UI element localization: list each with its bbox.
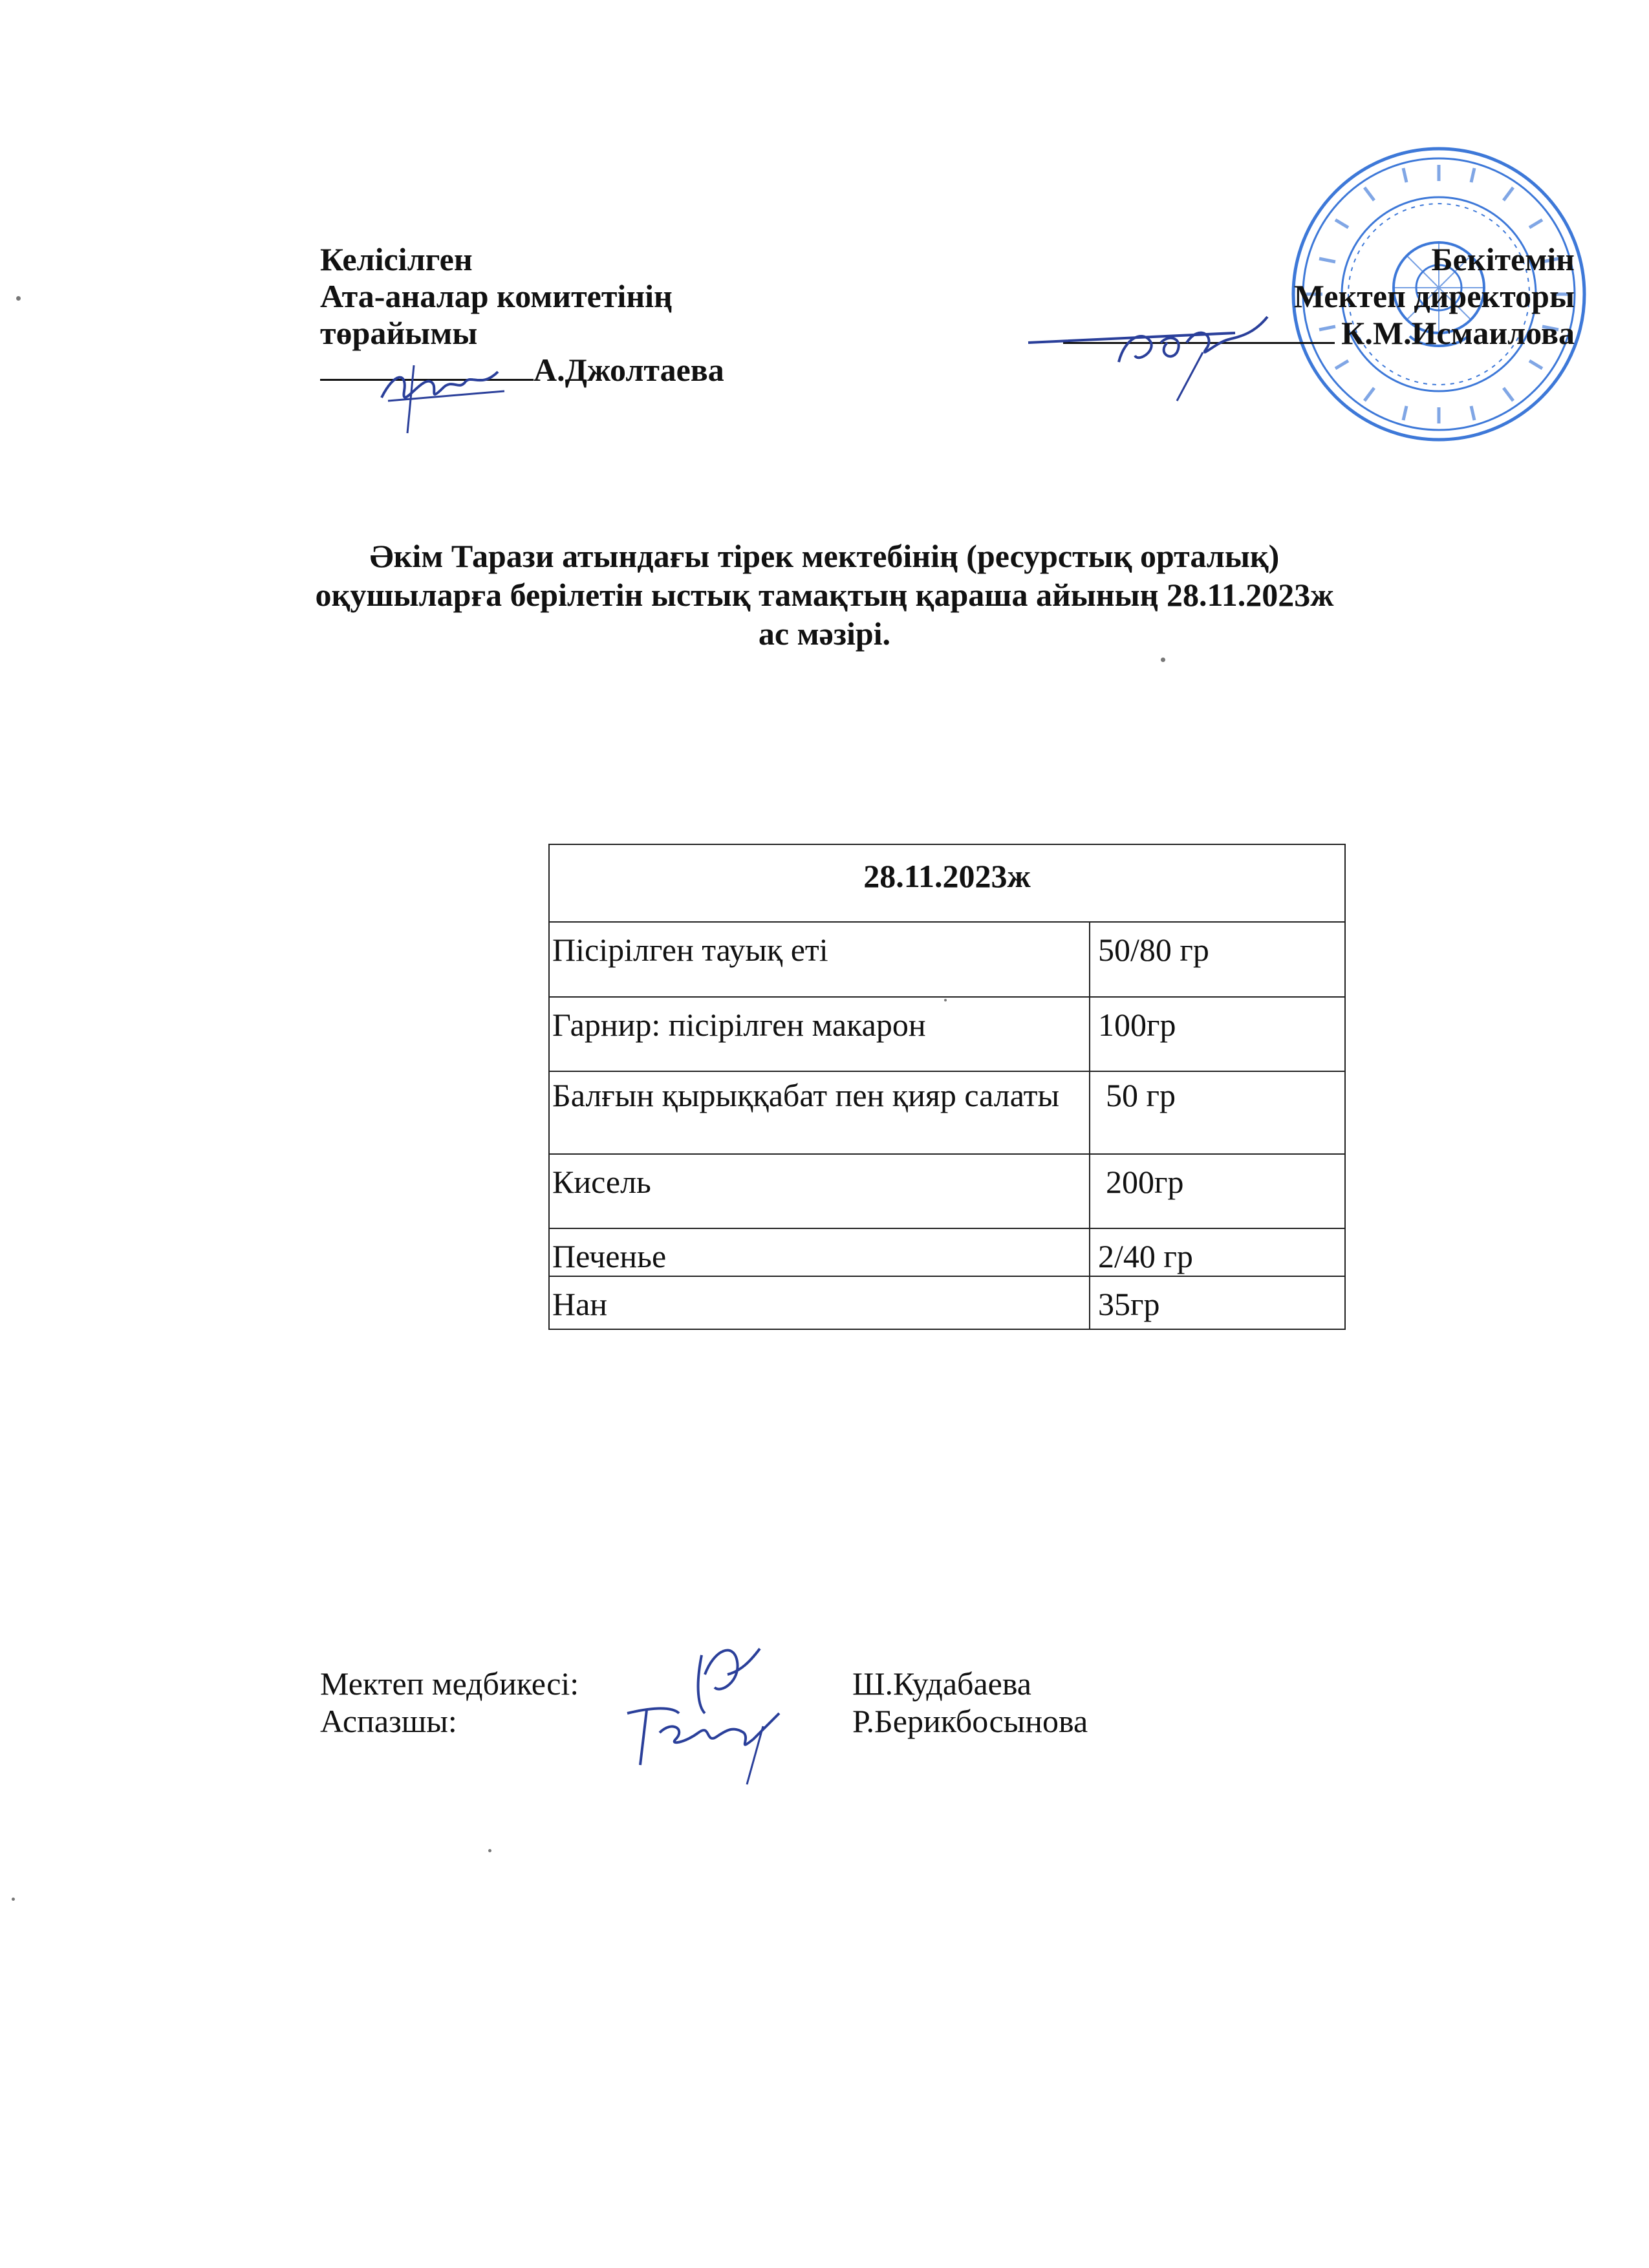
dish-name: Нан	[549, 1276, 1090, 1329]
dish-quantity: 200гр	[1090, 1154, 1345, 1228]
table-row	[549, 1276, 1345, 1329]
approval-right-name: К.М.Исмаилова	[1341, 315, 1575, 351]
approval-left-name: А.Джолтаева	[534, 352, 724, 388]
dish-name: Балғын қырыққабат пен қияр салаты	[549, 1071, 1090, 1154]
title-line2: оқушыларға берілетін ыстық тамақтың қараша айының 28.11.2023ж	[315, 577, 1334, 613]
dish-quantity: 50/80 гр	[1090, 922, 1345, 997]
table-row	[549, 1228, 1345, 1276]
dish-name: Пісірілген тауық еті	[549, 922, 1090, 997]
nurse-name: Ш.Кудабаева	[852, 1665, 1031, 1702]
dish-name: Печенье	[549, 1228, 1090, 1276]
approval-right-line1: Бекітемін	[1431, 241, 1575, 277]
table-row	[549, 1154, 1345, 1228]
scan-speck	[12, 1898, 15, 1901]
table-row	[549, 997, 1345, 1071]
approval-left-line1: Келісілген	[320, 241, 473, 277]
document-title	[194, 537, 1455, 653]
menu-table	[548, 844, 1346, 1330]
parent-committee-signature	[369, 352, 511, 436]
dish-quantity: 100гр	[1090, 997, 1345, 1071]
scan-speck	[1161, 658, 1165, 662]
cook-signature	[614, 1694, 789, 1791]
table-row	[549, 922, 1345, 997]
approval-left-line2: Ата-аналар комитетінің	[320, 278, 673, 314]
scan-speck	[944, 999, 947, 1001]
dish-quantity: 2/40 гр	[1090, 1228, 1345, 1276]
approval-left-line3: төрайымы	[320, 315, 478, 351]
dish-name: Гарнир: пісірілген макарон	[549, 997, 1090, 1071]
table-header-row	[549, 844, 1345, 922]
scan-speck	[488, 1849, 491, 1852]
cook-name: Р.Берикбосынова	[852, 1703, 1088, 1739]
nurse-role: Мектеп медбикесі:	[320, 1665, 579, 1702]
approval-right-line2: Мектеп директоры	[1293, 278, 1575, 314]
dish-name: Кисель	[549, 1154, 1090, 1228]
title-line3: ас мәзірі.	[758, 615, 891, 652]
title-line1: Әкім Тарази атындағы тірек мектебінің (ресурстық орталық)	[369, 538, 1280, 574]
dish-quantity: 35гр	[1090, 1276, 1345, 1329]
director-signature	[1022, 304, 1306, 407]
table-row	[549, 1071, 1345, 1154]
menu-date-header: 28.11.2023ж	[549, 844, 1345, 922]
cook-role: Аспазшы:	[320, 1703, 457, 1739]
dish-quantity: 50 гр	[1090, 1071, 1345, 1154]
scan-speck	[16, 296, 21, 301]
